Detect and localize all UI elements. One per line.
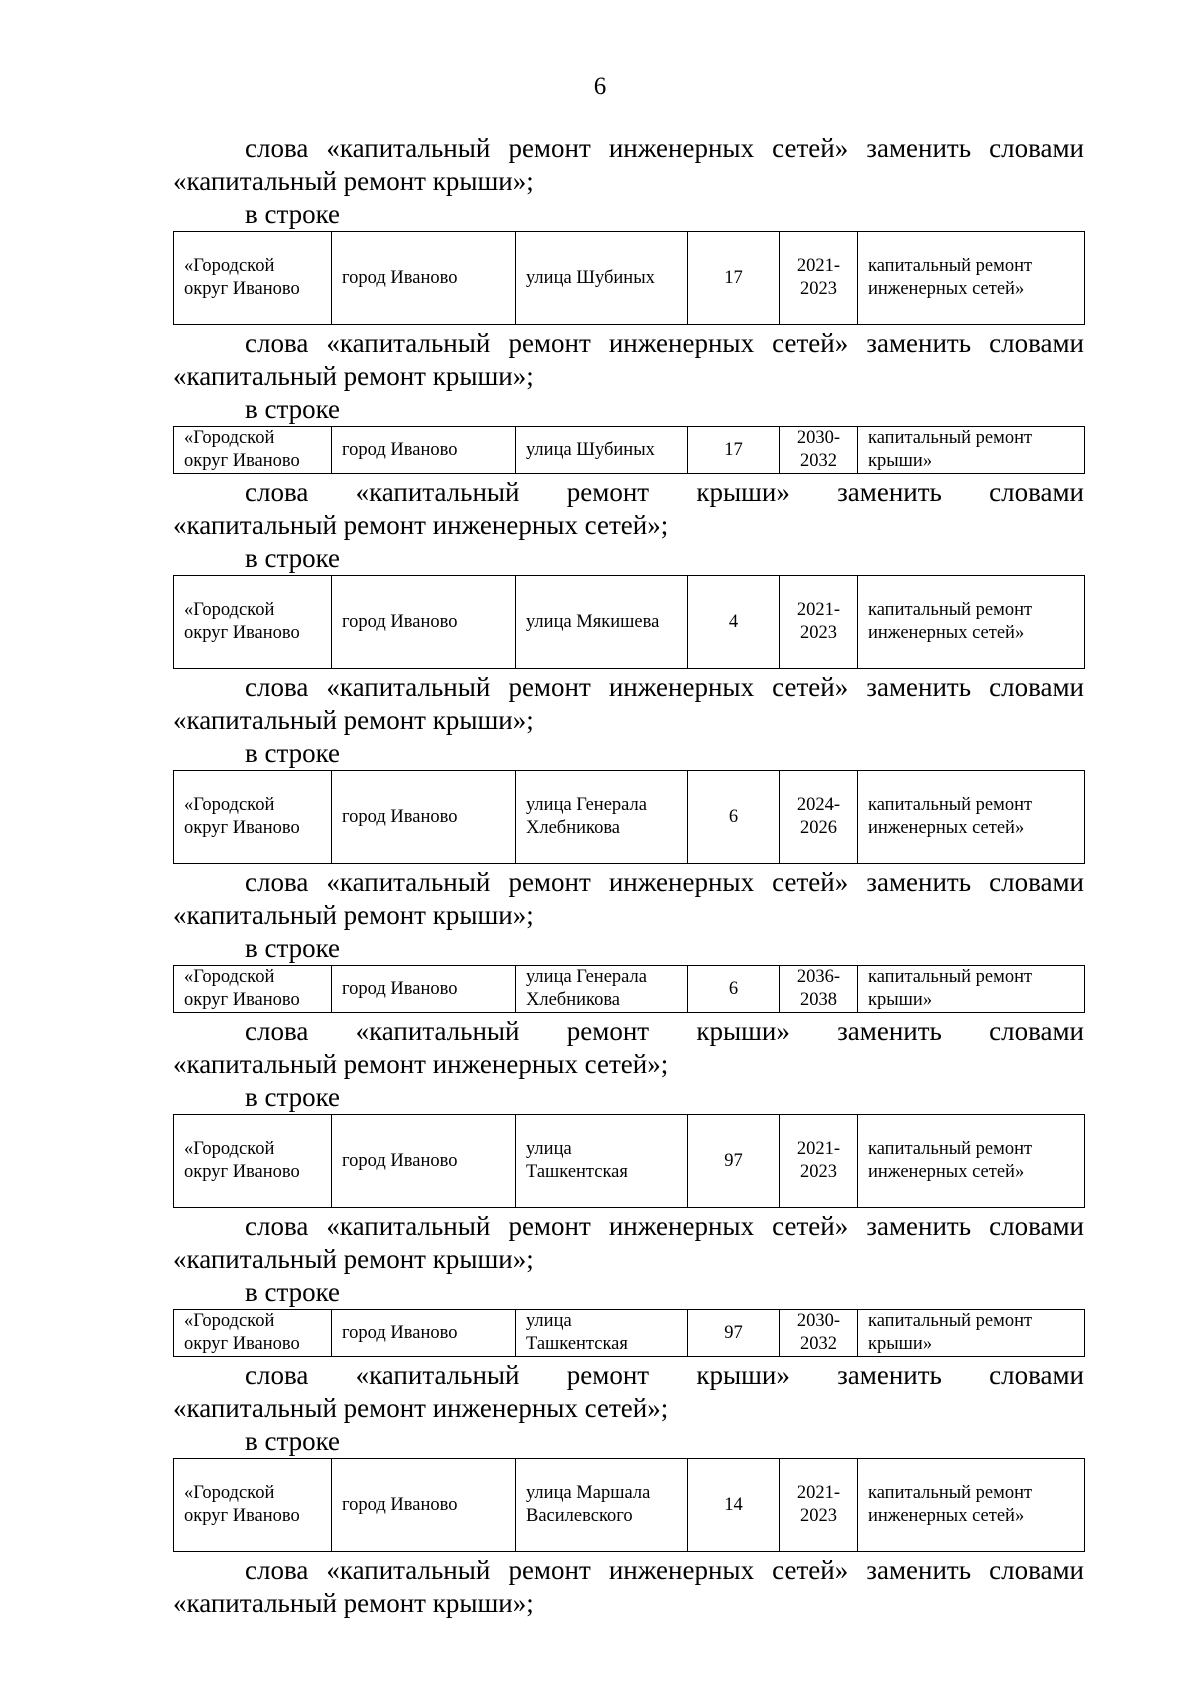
document-body: [173, 132, 1084, 1620]
work-type-cell: капитальный ремонт инженерных сетей»: [858, 1115, 1085, 1208]
municipality-cell: «Городской округ Иваново: [174, 1115, 332, 1208]
house-number-cell: 97: [688, 1310, 780, 1357]
row-label: в строке: [245, 1082, 341, 1112]
row-label: в строке: [245, 199, 341, 229]
table-row: [174, 1310, 1085, 1357]
row-label: в строке: [245, 933, 341, 963]
house-number-cell: 6: [688, 771, 780, 864]
municipality-cell: «Городской округ Иваново: [174, 1459, 332, 1552]
years-cell: 2021-2023: [780, 1459, 858, 1552]
house-number-cell: 17: [688, 232, 780, 325]
work-type-cell: капитальный ремонт инженерных сетей»: [858, 576, 1085, 669]
replacement-text: «капитальный ремонт крыши»;: [173, 361, 534, 391]
street-cell: улица Мякишева: [516, 576, 688, 669]
municipality-cell: «Городской округ Иваново: [174, 1310, 332, 1357]
settlement-cell: город Иваново: [332, 576, 516, 669]
replacement-instruction: слова «капитальный ремонт инженерных сетей» заменить словами: [245, 1555, 1084, 1585]
replacement-instruction: слова «капитальный ремонт крыши» заменить словами: [245, 1016, 1084, 1046]
row-label: в строке: [245, 1277, 341, 1307]
house-number-cell: 97: [688, 1115, 780, 1208]
row-label: в строке: [245, 543, 341, 573]
years-cell: 2024-2026: [780, 771, 858, 864]
settlement-cell: город Иваново: [332, 232, 516, 325]
row-label: в строке: [245, 738, 341, 768]
years-cell: 2021-2023: [780, 1115, 858, 1208]
house-number-cell: 4: [688, 576, 780, 669]
table-row: [174, 1115, 1085, 1208]
address-row-table: [173, 1114, 1085, 1208]
settlement-cell: город Иваново: [332, 966, 516, 1013]
settlement-cell: город Иваново: [332, 1459, 516, 1552]
replacement-text: «капитальный ремонт инженерных сетей»;: [173, 1049, 669, 1079]
work-type-cell: капитальный ремонт крыши»: [858, 427, 1085, 474]
house-number-cell: 14: [688, 1459, 780, 1552]
row-label: в строке: [245, 394, 341, 424]
street-cell: улица Ташкентская: [516, 1115, 688, 1208]
replacement-text: «капитальный ремонт крыши»;: [173, 705, 534, 735]
table-row: [174, 576, 1085, 669]
years-cell: 2030-2032: [780, 427, 858, 474]
address-row-table: [173, 1309, 1085, 1357]
municipality-cell: «Городской округ Иваново: [174, 576, 332, 669]
street-cell: улица Генерала Хлебникова: [516, 966, 688, 1013]
address-row-table: [173, 965, 1085, 1013]
house-number-cell: 6: [688, 966, 780, 1013]
replacement-text: «капитальный ремонт крыши»;: [173, 900, 534, 930]
years-cell: 2030-2032: [780, 1310, 858, 1357]
replacement-text: «капитальный ремонт крыши»;: [173, 1244, 534, 1274]
street-cell: улица Генерала Хлебникова: [516, 771, 688, 864]
years-cell: 2021-2023: [780, 232, 858, 325]
replacement-text: «капитальный ремонт крыши»;: [173, 1588, 534, 1618]
address-row-table: [173, 575, 1085, 669]
municipality-cell: «Городской округ Иваново: [174, 966, 332, 1013]
replacement-instruction: слова «капитальный ремонт инженерных сетей» заменить словами: [245, 672, 1084, 702]
settlement-cell: город Иваново: [332, 1310, 516, 1357]
municipality-cell: «Городской округ Иваново: [174, 232, 332, 325]
street-cell: улица Шубиных: [516, 232, 688, 325]
settlement-cell: город Иваново: [332, 427, 516, 474]
table-row: [174, 427, 1085, 474]
work-type-cell: капитальный ремонт инженерных сетей»: [858, 771, 1085, 864]
replacement-instruction: слова «капитальный ремонт инженерных сетей» заменить словами: [245, 1211, 1084, 1241]
street-cell: улица Ташкентская: [516, 1310, 688, 1357]
settlement-cell: город Иваново: [332, 771, 516, 864]
municipality-cell: «Городской округ Иваново: [174, 427, 332, 474]
replacement-text: «капитальный ремонт крыши»;: [173, 166, 534, 196]
table-row: [174, 232, 1085, 325]
replacement-instruction: слова «капитальный ремонт крыши» заменить словами: [245, 477, 1084, 507]
replacement-instruction: слова «капитальный ремонт крыши» заменить словами: [245, 1360, 1084, 1390]
address-row-table: [173, 426, 1085, 474]
work-type-cell: капитальный ремонт инженерных сетей»: [858, 1459, 1085, 1552]
municipality-cell: «Городской округ Иваново: [174, 771, 332, 864]
house-number-cell: 17: [688, 427, 780, 474]
page-number: 6: [593, 73, 607, 100]
table-row: [174, 771, 1085, 864]
work-type-cell: капитальный ремонт инженерных сетей»: [858, 232, 1085, 325]
address-row-table: [173, 770, 1085, 864]
table-row: [174, 966, 1085, 1013]
street-cell: улица Шубиных: [516, 427, 688, 474]
table-row: [174, 1459, 1085, 1552]
years-cell: 2036-2038: [780, 966, 858, 1013]
years-cell: 2021-2023: [780, 576, 858, 669]
replacement-instruction: слова «капитальный ремонт инженерных сетей» заменить словами: [245, 328, 1084, 358]
street-cell: улица Маршала Василевского: [516, 1459, 688, 1552]
replacement-text: «капитальный ремонт инженерных сетей»;: [173, 510, 669, 540]
work-type-cell: капитальный ремонт крыши»: [858, 966, 1085, 1013]
replacement-instruction: слова «капитальный ремонт инженерных сетей» заменить словами: [245, 867, 1084, 897]
work-type-cell: капитальный ремонт крыши»: [858, 1310, 1085, 1357]
address-row-table: [173, 1458, 1085, 1552]
replacement-instruction: слова «капитальный ремонт инженерных сетей» заменить словами: [245, 133, 1084, 163]
row-label: в строке: [245, 1426, 341, 1456]
settlement-cell: город Иваново: [332, 1115, 516, 1208]
address-row-table: [173, 231, 1085, 325]
replacement-text: «капитальный ремонт инженерных сетей»;: [173, 1393, 669, 1423]
